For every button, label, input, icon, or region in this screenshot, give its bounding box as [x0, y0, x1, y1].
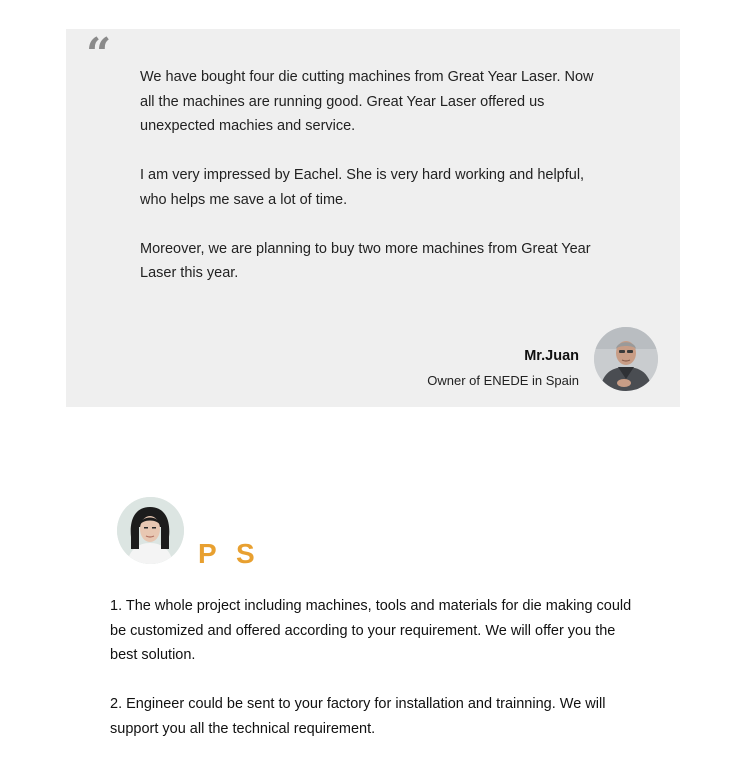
sales-rep-portrait-icon — [117, 497, 184, 564]
quote-open-icon: “ — [86, 29, 112, 80]
testimonial-card — [66, 29, 680, 407]
testimonial-paragraph: I am very impressed by Eachel. She is very hard working and helpful, who helps me save a lot of time. — [140, 167, 585, 208]
customer-avatar — [594, 327, 658, 391]
ps-heading: P S — [198, 538, 261, 569]
customer-portrait-icon — [594, 327, 658, 391]
testimonial-author — [427, 345, 579, 393]
ps-list — [110, 594, 640, 766]
testimonial-paragraph: Moreover, we are planning to buy two more machines from Great Year Laser this year. — [140, 240, 591, 281]
ps-list-item: 1. The whole project including machines, tools and materials for die making could be customized and offered according to your requirement. We will offer you the best solution. — [110, 598, 632, 663]
testimonial-quote — [140, 65, 610, 310]
sales-rep-avatar — [117, 497, 184, 564]
author-name: Mr.Juan — [524, 348, 579, 364]
author-role: Owner of ENEDE in Spain — [427, 373, 579, 388]
ps-list-item: 2. Engineer could be sent to your factory for installation and trainning. We will support you all the technical requirement. — [110, 696, 606, 737]
testimonial-paragraph: We have bought four die cutting machines from Great Year Laser. Now all the machines are running good. Great Year Laser offered us unexpected machies and service. — [140, 69, 594, 134]
